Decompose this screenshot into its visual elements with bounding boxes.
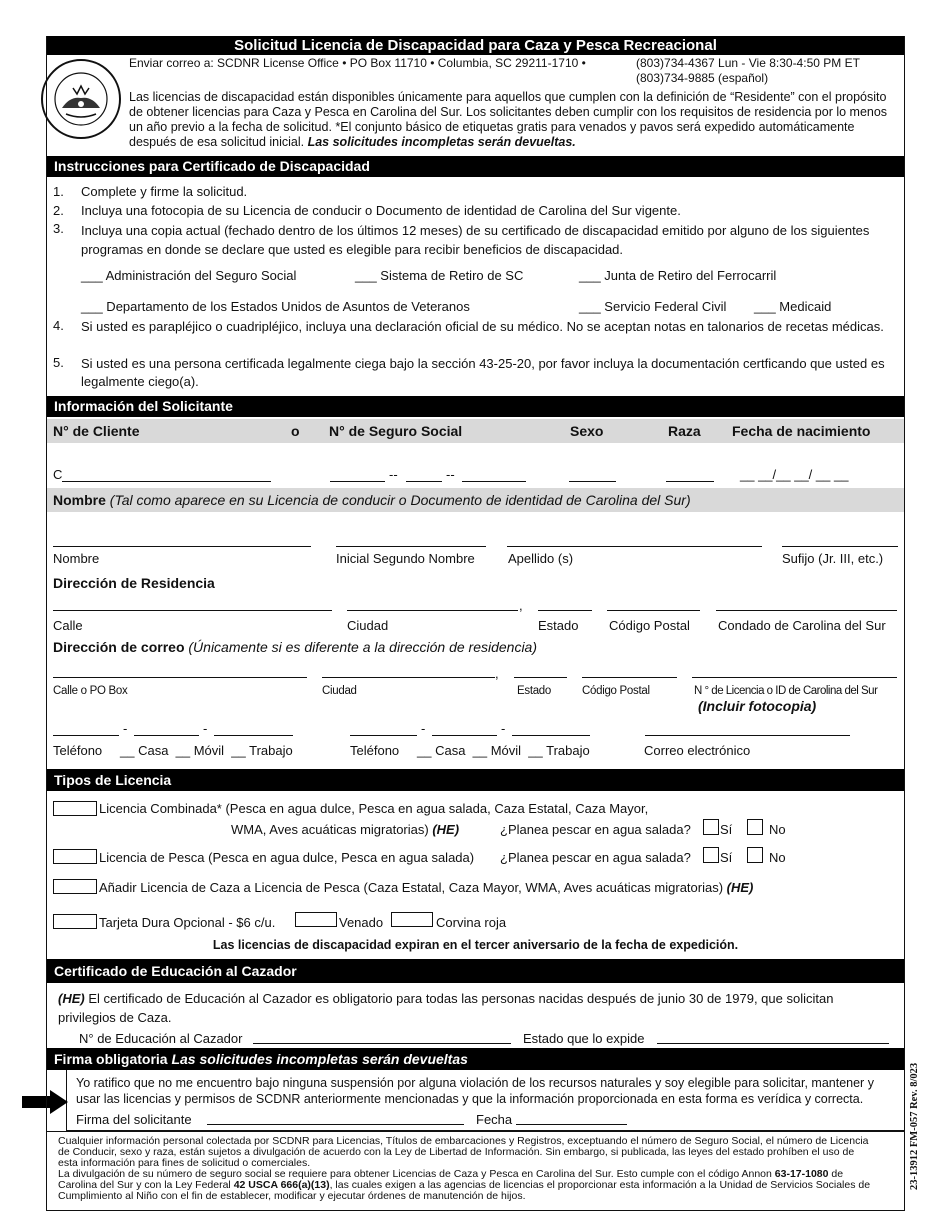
program-sc-retirement[interactable]: ___ Sistema de Retiro de SC bbox=[355, 268, 524, 283]
suffix-label: Sufijo (Jr. III, etc.) bbox=[782, 551, 884, 566]
hunter-ed-number-label: N° de Educación al Cazador bbox=[79, 1031, 243, 1046]
program-federal-civil[interactable]: ___ Servicio Federal Civil bbox=[579, 299, 727, 314]
add-hunting-checkbox[interactable] bbox=[53, 879, 97, 894]
instruction-item: 4. bbox=[53, 318, 64, 333]
ssn-field-2[interactable] bbox=[406, 481, 442, 482]
arrow-icon bbox=[22, 1090, 68, 1117]
signature-field[interactable] bbox=[207, 1124, 464, 1125]
email-label: Correo electrónico bbox=[644, 743, 751, 758]
combo-license-label-2: WMA, Aves acuáticas migratorias) (HE) bbox=[231, 822, 460, 837]
res-city-field[interactable] bbox=[347, 610, 518, 611]
dash: - bbox=[421, 721, 426, 736]
scdnr-seal-logo bbox=[40, 58, 122, 140]
instruction-text: Si usted es parapléjico o cuadripléjico, incluya una declaración oficial de su médico. No se aceptan notas en talonarios de recetas médicas. bbox=[81, 319, 884, 334]
red-drum-label: Corvina roja bbox=[436, 915, 507, 930]
res-street-label: Calle bbox=[53, 618, 83, 633]
comma: , bbox=[519, 598, 523, 613]
signature-heading: Firma obligatoria Las solicitudes incompletas serán devueltas bbox=[46, 1048, 905, 1070]
program-ssa[interactable]: ___ Administración del Seguro Social bbox=[81, 268, 297, 283]
first-name-label: Nombre bbox=[53, 551, 100, 566]
mail-city-field[interactable] bbox=[322, 677, 495, 678]
fishing-license-label: Licencia de Pesca (Pesca en agua dulce, Pesca en agua salada) bbox=[99, 850, 475, 865]
phone1-area-field[interactable] bbox=[53, 735, 119, 736]
signature-label: Firma del solicitante bbox=[76, 1112, 192, 1127]
instruction-text: Incluya una copia actual (fechado dentro de los últimos 12 meses) de su certificado de discapacidad emitido por alguno de los siguientes programas en donde se declare que usted es elegible para recibir beneficios de discapacidad. bbox=[81, 223, 870, 257]
hunter-ed-state-label: Estado que lo expide bbox=[523, 1031, 645, 1046]
hunter-ed-text: (HE) El certificado de Educación al Cazador es obligatorio para todas las personas nacidas después de junio 30 de 1979, que solicitan privilegios de Caza. bbox=[58, 991, 834, 1025]
middle-initial-label: Inicial Segundo Nombre bbox=[336, 551, 475, 566]
combo-license-checkbox[interactable] bbox=[53, 801, 97, 816]
hard-card-checkbox[interactable] bbox=[53, 914, 97, 929]
yes-label: Sí bbox=[720, 822, 733, 837]
name-heading: Nombre (Tal como aparece en su Licencia de conducir o Documento de identidad de Carolina del Sur) bbox=[53, 492, 691, 508]
mail-state-field[interactable] bbox=[514, 677, 567, 678]
salt-yes-checkbox[interactable] bbox=[703, 847, 719, 863]
signature-statement: Yo ratifico que no me encuentro bajo ninguna suspensión por alguna violación de los recursos naturales y soy elegible para solicitar, mantener y usar las licencias y permisos de SCDNR anteriormente mencionadas y que la información proporcionada en esta forma es verídica y correcta. bbox=[76, 1076, 874, 1106]
last-name-field[interactable] bbox=[507, 546, 762, 547]
phone1-line-field[interactable] bbox=[214, 735, 293, 736]
phone1-prefix-field[interactable] bbox=[134, 735, 199, 736]
mail-zip-label: Código Postal bbox=[582, 685, 650, 697]
intro-paragraph: Las licencias de discapacidad están disponibles únicamente para aquellos que cumplen con la definición de “Residente” con el propósito de obtener licencias para Caza y Pesca en Carolina del Sur. Los solicitantes deben cumplir con los requisitos de residencia por lo menos un año previo a la fecha de solicitud. *El conjunto básico de etiquetas gratis para venados y pavos será expedido automáticamente después de esa solicitud inicial. Las solicitudes incompletas serán devueltas. bbox=[129, 90, 888, 149]
salt-question: ¿Planea pescar en agua salada? bbox=[500, 822, 691, 837]
phone1-label: Teléfono bbox=[53, 743, 103, 758]
mailing-heading: Dirección de correo (Únicamente si es diferente a la dirección de residencia) bbox=[53, 639, 538, 655]
salt-no-checkbox[interactable] bbox=[747, 819, 763, 835]
fishing-license-checkbox[interactable] bbox=[53, 849, 97, 864]
dash: - bbox=[123, 721, 128, 736]
email-field[interactable] bbox=[645, 735, 850, 736]
client-number-field[interactable] bbox=[62, 481, 271, 482]
phone2-prefix-field[interactable] bbox=[432, 735, 497, 736]
col-client-number: N° de Cliente bbox=[53, 423, 140, 439]
col-race: Raza bbox=[668, 423, 701, 439]
phone2-area-field[interactable] bbox=[350, 735, 417, 736]
client-prefix: C bbox=[53, 467, 63, 482]
privacy-text: Cualquier información personal colectada por SCDNR para Licencias, Títulos de embarcaciones y Registros, exceptuando el número de Seguro Social, el número de Licencia de Conducir, sexo y raza, están sujetos a divulgación de acuerdo con la Ley de Libertad de Información. Sin embargo, si publicada, las leyes del estado prohíben el uso de esta información para fines de solicitud o comerciales. La divulgación de su número de seguro social se requiere para obtener Licencias de Caza y Pesca en Carolina del Sur. Esto cumple con el código Annon 63-17-1080 de Carolina del Sur y con la Ley Federal 42 USCA 666(a)(13), las cuales exigen a las agencias de licencias el proporcionar esta información a la Unidad de Servicios Sociales de Cumplimiento al Niño con el fin de establecer, modificar y ejecutar órdenes de manutención de hijos. bbox=[58, 1135, 871, 1202]
mail-city-label: Ciudad bbox=[322, 685, 357, 697]
mail-street-field[interactable] bbox=[53, 677, 307, 678]
ssn-sep: -- bbox=[446, 467, 455, 482]
suffix-field[interactable] bbox=[782, 546, 898, 547]
residence-heading: Dirección de Residencia bbox=[53, 575, 215, 591]
program-medicaid[interactable]: ___ Medicaid bbox=[754, 299, 832, 314]
phone-english: (803)734-4367 Lun - Vie 8:30-4:50 PM ET bbox=[636, 56, 860, 70]
instructions-heading: Instrucciones para Certificado de Discapacidad bbox=[46, 156, 905, 177]
instruction-text: Incluya una fotocopia de su Licencia de conducir o Documento de identidad de Carolina del Sur vigente. bbox=[81, 203, 681, 218]
last-name-label: Apellido (s) bbox=[508, 551, 574, 566]
res-county-label: Condado de Carolina del Sur bbox=[718, 618, 886, 633]
first-name-field[interactable] bbox=[53, 546, 311, 547]
col-sex: Sexo bbox=[570, 423, 604, 439]
phone1-types[interactable]: __ Casa __ Móvil __ Trabajo bbox=[120, 743, 293, 758]
phone2-label: Teléfono bbox=[350, 743, 400, 758]
deer-card-checkbox[interactable] bbox=[295, 912, 337, 927]
photo-note: (Incluir fotocopia) bbox=[698, 698, 817, 714]
sex-field[interactable] bbox=[569, 481, 616, 482]
hunter-ed-state-field[interactable] bbox=[657, 1043, 889, 1044]
add-hunting-label: Añadir Licencia de Caza a Licencia de Pesca (Caza Estatal, Caza Mayor, WMA, Aves acuáticas migratorias) (HE) bbox=[99, 880, 754, 895]
instruction-item: 5. bbox=[53, 355, 64, 370]
combo-license-label: Licencia Combinada* (Pesca en agua dulce, Pesca en agua salada, Caza Estatal, Caza Mayor, bbox=[99, 801, 649, 816]
hard-card-label: Tarjeta Dura Opcional - $6 c/u. bbox=[99, 915, 276, 930]
col-dob: Fecha de nacimiento bbox=[732, 423, 871, 439]
instruction-text: Complete y firme la solicitud. bbox=[81, 184, 248, 199]
yes-label: Sí bbox=[720, 850, 733, 865]
res-zip-field[interactable] bbox=[607, 610, 700, 611]
race-field[interactable] bbox=[666, 481, 714, 482]
res-county-field[interactable] bbox=[716, 610, 897, 611]
mail-license-id-field[interactable] bbox=[692, 677, 897, 678]
instruction-item: 1. bbox=[53, 184, 64, 199]
mail-state-label: Estado bbox=[517, 685, 552, 697]
date-label: Fecha bbox=[476, 1112, 513, 1127]
mail-license-id-label: N ° de Licencia o ID de Carolina del Sur bbox=[694, 685, 878, 697]
no-label: No bbox=[769, 850, 786, 865]
hunter-ed-number-field[interactable] bbox=[253, 1043, 511, 1044]
dash: - bbox=[203, 721, 208, 736]
date-field[interactable] bbox=[516, 1124, 627, 1125]
col-ssn: N° de Seguro Social bbox=[329, 423, 463, 439]
instruction-item: 2. bbox=[53, 203, 64, 218]
salt-yes-checkbox[interactable] bbox=[703, 819, 719, 835]
salt-question: ¿Planea pescar en agua salada? bbox=[500, 850, 691, 865]
red-drum-card-checkbox[interactable] bbox=[391, 912, 433, 927]
phone2-line-field[interactable] bbox=[512, 735, 590, 736]
applicant-heading: Información del Solicitante bbox=[46, 396, 905, 417]
phone-spanish: (803)734-9885 (español) bbox=[636, 71, 769, 85]
res-state-field[interactable] bbox=[538, 610, 592, 611]
res-state-label: Estado bbox=[538, 618, 579, 633]
no-label: No bbox=[769, 822, 786, 837]
mail-street-label: Calle o PO Box bbox=[53, 685, 128, 697]
res-city-label: Ciudad bbox=[347, 618, 389, 633]
ssn-field-3[interactable] bbox=[462, 481, 526, 482]
form-code: 23-13912 FM-057 Rev. 8/023 bbox=[909, 1062, 920, 1190]
ssn-sep: -- bbox=[389, 467, 398, 482]
res-zip-label: Código Postal bbox=[609, 618, 690, 633]
form-title: Solicitud Licencia de Discapacidad para Caza y Pesca Recreacional bbox=[46, 36, 905, 55]
license-types-heading: Tipos de Licencia bbox=[46, 769, 905, 791]
salt-no-checkbox[interactable] bbox=[747, 847, 763, 863]
comma: , bbox=[495, 666, 499, 681]
middle-initial-field[interactable] bbox=[336, 546, 486, 547]
dash: - bbox=[501, 721, 506, 736]
program-veterans[interactable]: ___ Departamento de los Estados Unidos de Asuntos de Veteranos bbox=[81, 299, 470, 314]
mail-zip-field[interactable] bbox=[582, 677, 677, 678]
ssn-field-1[interactable] bbox=[330, 481, 385, 482]
expiration-notice: Las licencias de discapacidad expiran en el tercer aniversario de la fecha de expedición. bbox=[212, 938, 739, 952]
instruction-text: Si usted es una persona certificada legalmente ciega bajo la sección 43-25-20, por favor incluya la documentación certficando que usted es legalmente ciego(a). bbox=[81, 356, 885, 389]
phone2-types[interactable]: __ Casa __ Móvil __ Trabajo bbox=[417, 743, 590, 758]
mail-address: Enviar correo a: SCDNR License Office • PO Box 11710 • Columbia, SC 29211-1710 • bbox=[129, 56, 586, 70]
hunter-ed-heading: Certificado de Educación al Cazador bbox=[46, 959, 905, 983]
col-or: o bbox=[291, 423, 300, 439]
program-railroad[interactable]: ___ Junta de Retiro del Ferrocarril bbox=[579, 268, 777, 283]
deer-label: Venado bbox=[339, 915, 384, 930]
instruction-item: 3. bbox=[53, 221, 64, 236]
res-street-field[interactable] bbox=[53, 610, 332, 611]
dob-field[interactable]: __ __/__ __/ __ __ bbox=[740, 467, 849, 482]
